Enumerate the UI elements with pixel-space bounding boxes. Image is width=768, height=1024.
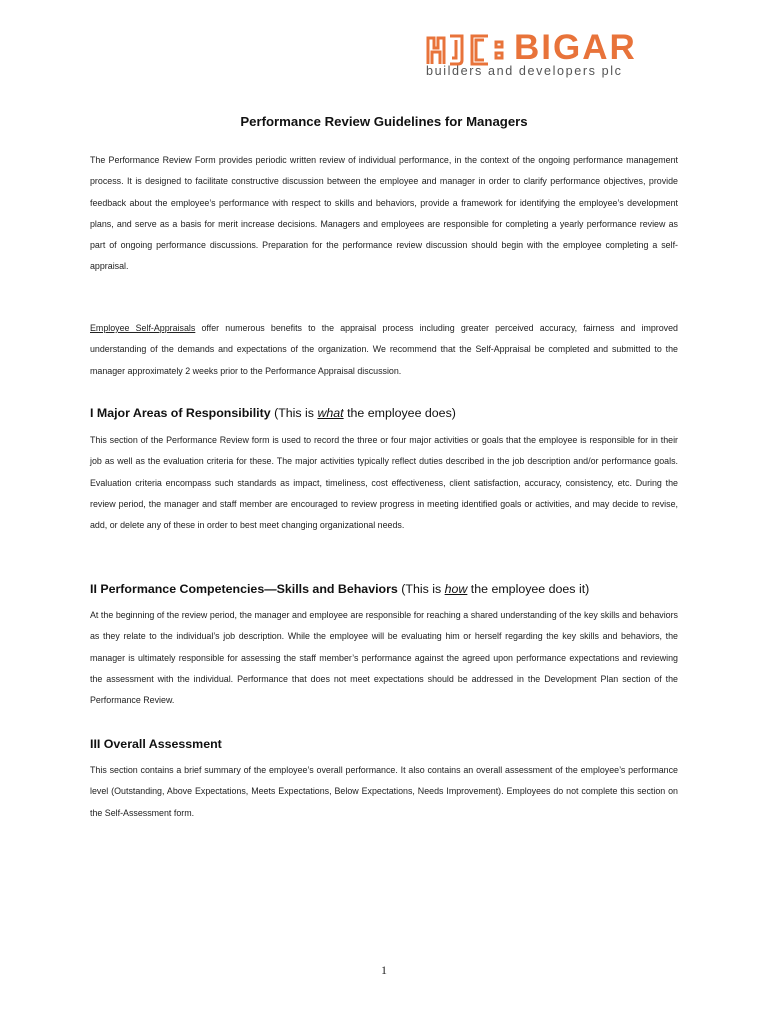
page-number: 1: [381, 963, 387, 977]
section-heading-note: (This is: [397, 582, 445, 596]
mjc-logo-mark-icon: [426, 32, 512, 66]
company-logo: [426, 30, 666, 80]
section-heading-responsibility: [90, 406, 456, 420]
section-heading-title: II Performance Competencies—Skills and Behaviors: [90, 582, 398, 596]
logo-company-name: BIGAR: [514, 28, 637, 67]
document-title: Performance Review Guidelines for Managers: [240, 114, 528, 129]
section-heading-title: I Major Areas of Responsibility: [90, 406, 271, 420]
section-heading-note: the employee does): [343, 406, 456, 420]
section-body-responsibility: This section of the Performance Review form is used to record the three or four major activities or goals that the employee is responsible for in their job as well as the evaluation criteria for these. The major activities typically reflect duties described in the job description and/or performance goals. Evaluation criteria encompass such standards as impact, timeliness, cost effectiveness, client satisfaction, accuracy, consistency, etc. During the review period, the manager and staff member are encouraged to review progress in meeting identified goals or activities, and may decide to revise, add, or delete any of these in order to best meet changing organizational needs.: [90, 435, 678, 531]
section-heading-note: the employee does it): [467, 582, 590, 596]
section-heading-title: III Overall Assessment: [90, 737, 222, 751]
intro-paragraph: The Performance Review Form provides periodic written review of individual performance, in the context of the ongoing performance management process. It is designed to facilitate constructive discussion between the employee and manager in order to clarify performance objectives, provide feedback about the employee’s performance with respect to skills and behaviors, provide a framework for identifying the employee’s development plans, and serve as a basis for merit increase decisions. Managers and employees are responsible for completing a yearly performance review as part of ongoing performance discussions. Preparation for the performance review discussion should begin with the employee completing a self-appraisal.: [90, 155, 678, 272]
self-appraisal-text: offer numerous benefits to the appraisal process including greater perceived accuracy, fairness and improved understanding of the demands and expectations of the organization. We recommend that the Self-Appraisal be completed and submitted to the manager approximately 2 weeks prior to the Performance Appraisal discussion.: [90, 323, 678, 376]
self-appraisal-paragraph: [90, 318, 678, 382]
self-appraisal-lead: Employee Self-Appraisals: [90, 323, 196, 333]
section-heading-emphasis: what: [317, 406, 344, 420]
section-heading-emphasis: how: [444, 582, 468, 596]
section-heading-note: (This is: [270, 406, 318, 420]
section-heading-competencies: [90, 582, 589, 596]
section-body-overall-assessment: This section contains a brief summary of the employee’s overall performance. It also contains an overall assessment of the employee’s performance level (Outstanding, Above Expectations, Meets Expectations, Below Expectations, Needs Improvement). Employees do not complete this section on the Self-Assessment form.: [90, 765, 678, 818]
section-body-competencies: At the beginning of the review period, the manager and employee are responsible for reaching a shared understanding of the key skills and behaviors as they relate to the individual’s job description. While the employee will be evaluating him or herself regarding the key skills and behaviors, the manager is ultimately responsible for assessing the staff member’s performance against the agreed upon performance expectations and reviewing the assessment with the individual. Performance that does not meet expectations should be addressed in the Development Plan section of the Performance Review.: [90, 610, 678, 706]
section-heading-overall-assessment: [90, 737, 222, 751]
logo-tagline: builders and developers plc: [426, 64, 623, 78]
